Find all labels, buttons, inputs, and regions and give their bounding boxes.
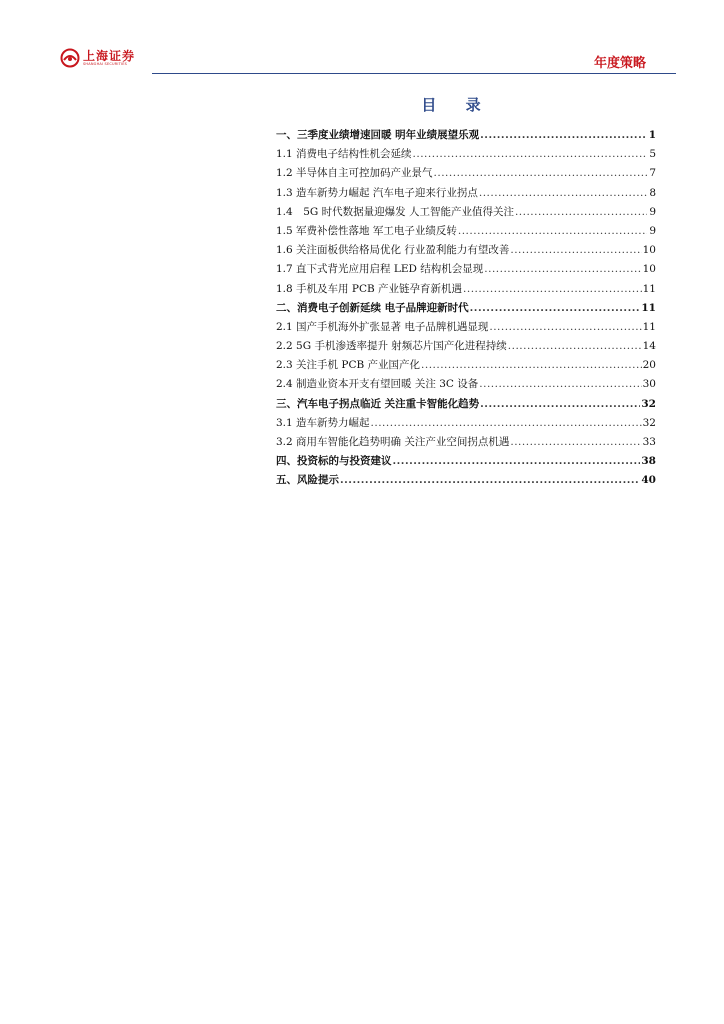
toc-entry-title: 1.6 关注面板供给格局优化 行业盈利能力有望改善 xyxy=(276,244,510,257)
toc-entry[interactable] xyxy=(276,184,656,203)
toc-entry-title: 3.2 商用车智能化趋势明确 关注产业空间拐点机遇 xyxy=(276,436,510,448)
toc-entry-page-number: 32 xyxy=(641,397,656,410)
toc-entry[interactable] xyxy=(276,164,656,183)
toc-dot-leader xyxy=(479,375,641,394)
toc-entry-page-number: 9 xyxy=(649,224,656,237)
toc-dot-leader xyxy=(510,433,641,452)
toc-entry-title: 1.7 直下式背光应用启程 LED 结构机会显现 xyxy=(276,263,484,276)
toc-entry-title: 2.2 5G 手机渗透率提升 射频芯片国产化进程持续 xyxy=(276,340,507,353)
toc-entry-page-number: 20 xyxy=(642,359,656,372)
toc-entry[interactable] xyxy=(276,414,656,433)
logo-english-name: SHANGHAI SECURITIES xyxy=(83,61,128,66)
toc-entry-title: 三、汽车电子拐点临近 关注重卡智能化趋势 xyxy=(276,397,480,410)
toc-entry[interactable] xyxy=(276,280,656,299)
toc-entry-page-number: 14 xyxy=(642,340,656,353)
toc-dot-leader xyxy=(393,452,641,471)
toc-entry[interactable] xyxy=(276,126,656,145)
toc-entry-title: 二、消费电子创新延续 电子品牌迎新时代 xyxy=(276,301,469,314)
toc-entry-title: 3.1 造车新势力崛起 xyxy=(276,416,370,429)
toc-entry-page-number: 7 xyxy=(649,167,656,180)
header-divider xyxy=(152,73,676,74)
toc-dot-leader xyxy=(434,164,647,183)
toc-dot-leader xyxy=(413,145,647,164)
toc-dot-leader xyxy=(510,241,641,260)
toc-entry-title: 1.3 造车新势力崛起 汽车电子迎来行业拐点 xyxy=(276,186,478,199)
toc-entry-page-number: 32 xyxy=(642,416,656,429)
toc-entry[interactable] xyxy=(276,318,656,337)
toc-entry-title: 四、投资标的与投资建议 xyxy=(276,455,392,468)
toc-entry-title: 1.2 半导体自主可控加码产业景气 xyxy=(276,167,433,180)
toc-entry-title: 1.8 手机及车用 PCB 产业链孕育新机遇 xyxy=(276,282,463,295)
toc-entry[interactable] xyxy=(276,375,656,394)
logo-chinese-name: 上海证券 xyxy=(83,48,136,63)
page-header xyxy=(0,0,724,80)
toc-entry[interactable] xyxy=(276,260,656,279)
toc-entry-page-number: 1 xyxy=(648,129,656,141)
toc-entry[interactable] xyxy=(276,337,656,356)
toc-entry-page-number: 11 xyxy=(641,301,656,314)
toc-entry-title: 2.1 国产手机海外扩张显著 电子品牌机遇显现 xyxy=(276,320,489,333)
document-type-label: 年度策略 xyxy=(593,56,646,71)
toc-title: 目 录 xyxy=(421,96,493,114)
toc-entry-page-number: 5 xyxy=(649,148,656,161)
toc-entry-page-number: 10 xyxy=(642,263,656,276)
toc-dot-leader xyxy=(371,414,642,433)
toc-dot-leader xyxy=(479,184,647,203)
shanghai-securities-logo-icon xyxy=(60,48,80,68)
toc-entry[interactable] xyxy=(276,395,656,414)
toc-entry-title: 2.4 制造业资本开支有望回暖 关注 3C 设备 xyxy=(276,378,479,391)
toc-entry-title: 1.4 5G 时代数据量迎爆发 人工智能产业值得关注 xyxy=(276,205,514,218)
toc-entry-title: 一、三季度业绩增速回暖 明年业绩展望乐观 xyxy=(276,129,480,141)
toc-dot-leader xyxy=(515,203,647,222)
toc-dot-leader xyxy=(480,395,640,414)
toc-entry-page-number: 9 xyxy=(649,205,656,218)
toc-dot-leader xyxy=(484,260,641,279)
toc-entry[interactable] xyxy=(276,433,656,452)
toc-dot-leader xyxy=(489,318,641,337)
toc-dot-leader xyxy=(508,337,642,356)
company-logo xyxy=(60,48,135,68)
toc-entry-page-number: 11 xyxy=(642,282,656,295)
toc-dot-leader xyxy=(340,471,640,490)
toc-entry[interactable] xyxy=(276,356,656,375)
toc-entry-title: 五、风险提示 xyxy=(276,474,339,487)
toc-entry-title: 2.3 关注手机 PCB 产业国产化 xyxy=(276,359,421,372)
toc-entry-page-number: 30 xyxy=(642,378,656,391)
toc-entry-title: 1.5 军费补偿性落地 军工电子业绩反转 xyxy=(276,224,457,237)
toc-entry[interactable] xyxy=(276,299,656,318)
toc-entry-page-number: 10 xyxy=(642,244,656,257)
toc-entry-page-number: 11 xyxy=(642,320,656,333)
toc-dot-leader xyxy=(458,222,647,241)
toc-dot-leader xyxy=(463,280,642,299)
toc-entry[interactable] xyxy=(276,222,656,241)
toc-entry[interactable] xyxy=(276,145,656,164)
toc-entry[interactable] xyxy=(276,452,656,471)
toc-dot-leader xyxy=(480,126,647,145)
toc-entry-page-number: 38 xyxy=(641,455,656,468)
toc-entry[interactable] xyxy=(276,203,656,222)
toc-dot-leader xyxy=(470,299,641,318)
toc-entry-page-number: 40 xyxy=(641,474,656,487)
logo-wordmark xyxy=(83,50,135,67)
toc-entry-page-number: 8 xyxy=(649,186,656,199)
toc-entry-title: 1.1 消费电子结构性机会延续 xyxy=(276,148,412,161)
toc-dot-leader xyxy=(421,356,642,375)
toc-entry[interactable] xyxy=(276,471,656,490)
toc-entry[interactable] xyxy=(276,241,656,260)
toc-entry-page-number: 33 xyxy=(642,436,656,448)
table-of-contents xyxy=(276,126,656,491)
